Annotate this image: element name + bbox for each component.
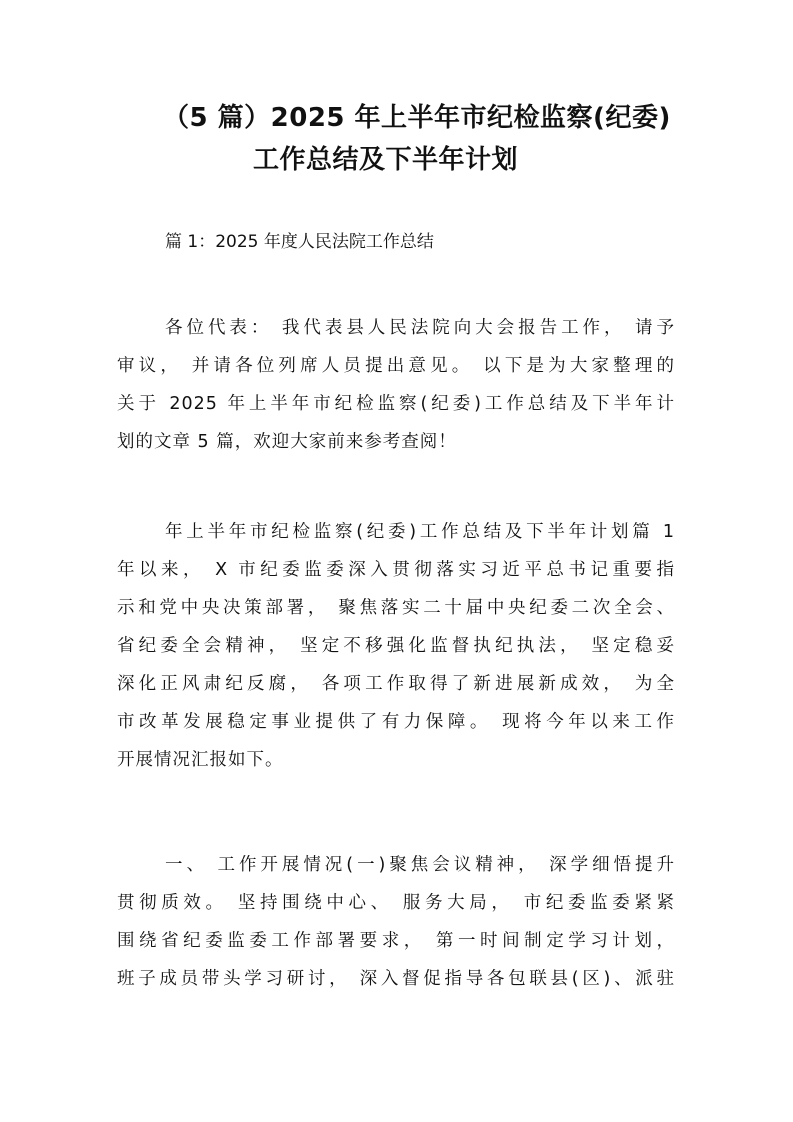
paragraph-line: 划的文章 5 篇，欢迎大家前来参考查阅！ bbox=[117, 432, 457, 452]
paragraph-line: 贯彻质效。 坚持围绕中心、 服务大局， 市纪委监委紧紧 bbox=[117, 893, 675, 913]
paragraph-intro bbox=[117, 309, 675, 461]
paragraph-line: 年上半年市纪检监察(纪委)工作总结及下半年计划篇 1 bbox=[165, 522, 675, 542]
paragraph-line: 关于 2025 年上半年市纪检监察(纪委)工作总结及下半年计 bbox=[117, 394, 675, 414]
paragraph-line: 年以来， X 市纪委监委深入贯彻落实习近平总书记重要指 bbox=[117, 560, 675, 580]
paragraph-line: 各位代表： 我代表县人民法院向大会报告工作， 请予 bbox=[165, 318, 675, 338]
paragraph-summary bbox=[117, 513, 675, 779]
paragraph-line: 一、 工作开展情况(一)聚焦会议精神， 深学细悟提升 bbox=[165, 855, 675, 875]
paragraph-line: 深化正风肃纪反腐， 各项工作取得了新进展新成效， 为全 bbox=[117, 674, 675, 694]
paragraph-section-one bbox=[117, 846, 675, 998]
paragraph-line: 市改革发展稳定事业提供了有力保障。 现将今年以来工作 bbox=[117, 712, 675, 732]
document-title-line-1: （5 篇）2025 年上半年市纪检监察(纪委) bbox=[163, 103, 671, 133]
paragraph-line: 审议， 并请各位列席人员提出意见。 以下是为大家整理的 bbox=[117, 356, 675, 376]
document-title-line-2: 工作总结及下半年计划 bbox=[253, 145, 519, 175]
paragraph-line: 班子成员带头学习研讨， 深入督促指导各包联县(区)、派驻 bbox=[117, 969, 675, 989]
paragraph-line: 围绕省纪委监委工作部署要求， 第一时间制定学习计划， bbox=[117, 931, 675, 951]
article-subtitle: 篇 1：2025 年度人民法院工作总结 bbox=[165, 232, 434, 252]
paragraph-line: 省纪委全会精神， 坚定不移强化监督执纪执法， 坚定稳妥 bbox=[117, 636, 675, 656]
paragraph-line: 示和党中央决策部署， 聚焦落实二十届中央纪委二次全会、 bbox=[117, 598, 675, 618]
paragraph-line: 开展情况汇报如下。 bbox=[117, 750, 284, 770]
